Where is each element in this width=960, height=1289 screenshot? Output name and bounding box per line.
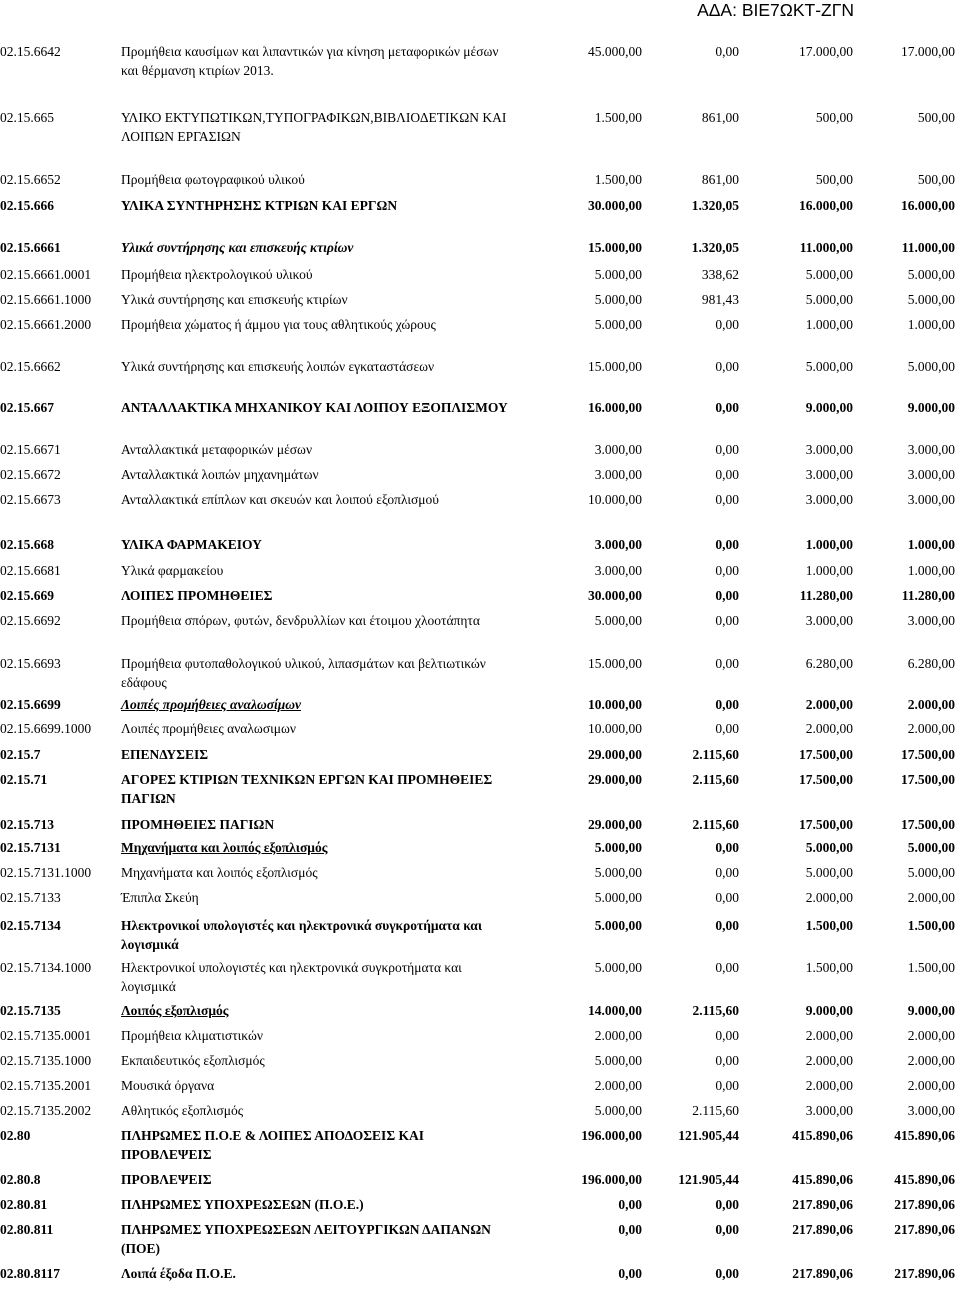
account-code: 02.15.6692 xyxy=(0,613,61,628)
amount-paid: 0,00 xyxy=(715,492,739,507)
account-description: Προμήθεια κλιματιστικών xyxy=(121,1028,263,1043)
amount-proposal: 3.000,00 xyxy=(805,492,853,507)
amount-budget: 29.000,00 xyxy=(588,747,642,762)
account-code: 02.15.6661.1000 xyxy=(0,292,92,307)
account-code: 02.15.666 xyxy=(0,198,54,213)
account-description: Μηχανήματα και λοιπός εξοπλισμός xyxy=(121,840,328,855)
amount-paid: 1.320,05 xyxy=(691,198,739,213)
amount-approved: 1.000,00 xyxy=(907,317,955,332)
amount-paid: 0,00 xyxy=(715,1222,739,1237)
account-description: ΥΛΙΚΑ ΦΑΡΜΑΚΕΙΟΥ xyxy=(121,537,262,552)
amount-proposal: 500,00 xyxy=(815,172,853,187)
account-description: ΥΛΙΚΟ ΕΚΤΥΠΩΤΙΚΩΝ,ΤΥΠΟΓΡΑΦΙΚΩΝ,ΒΙΒΛΙΟΔΕΤΙΚΩΝ ΚΑΙ ΛΟΙΠΩΝ ΕΡΓΑΣΙΩΝ xyxy=(121,110,507,144)
amount-paid: 338,62 xyxy=(701,267,739,282)
amount-proposal: 1.000,00 xyxy=(805,563,853,578)
amount-approved: 1.000,00 xyxy=(907,563,955,578)
account-description: ΠΡΟΒΛΕΨΕΙΣ xyxy=(121,1172,212,1187)
amount-budget: 15.000,00 xyxy=(588,656,642,671)
account-description: Προμήθεια ηλεκτρολογικού υλικού xyxy=(121,267,313,282)
amount-budget: 5.000,00 xyxy=(594,1053,642,1068)
account-code: 02.15.665 xyxy=(0,110,54,125)
amount-proposal: 17.500,00 xyxy=(799,772,853,787)
amount-budget: 10.000,00 xyxy=(588,721,642,736)
account-code: 02.15.6699 xyxy=(0,697,61,712)
account-description: Εκπαιδευτικός εξοπλισμός xyxy=(121,1053,265,1068)
amount-approved: 3.000,00 xyxy=(907,442,955,457)
amount-approved: 2.000,00 xyxy=(907,697,955,712)
account-code: 02.15.7131.1000 xyxy=(0,865,92,880)
account-description: Ανταλλακτικά επίπλων και σκευών και λοιπού εξοπλισμού xyxy=(121,492,439,507)
account-code: 02.15.71 xyxy=(0,772,48,787)
account-description: ΠΡΟΜΗΘΕΙΕΣ ΠΑΓΙΩΝ xyxy=(121,817,275,832)
account-description: Αθλητικός εξοπλισμός xyxy=(121,1103,244,1118)
account-code: 02.80.811 xyxy=(0,1222,54,1237)
amount-budget: 1.500,00 xyxy=(594,172,642,187)
amount-approved: 17.500,00 xyxy=(901,747,955,762)
account-description: Έπιπλα Σκεύη xyxy=(121,890,199,905)
account-description: Μουσικά όργανα xyxy=(121,1078,215,1093)
account-description: Λοιπές προμήθειες αναλωσιμων xyxy=(121,721,296,736)
amount-proposal: 2.000,00 xyxy=(805,1028,853,1043)
amount-approved: 5.000,00 xyxy=(907,292,955,307)
amount-paid: 0,00 xyxy=(715,1078,739,1093)
account-description: Υλικά συντήρησης και επισκευής λοιπών εγκαταστάσεων xyxy=(121,359,435,374)
amount-approved: 11.280,00 xyxy=(901,588,955,603)
amount-budget: 3.000,00 xyxy=(594,537,642,552)
amount-approved: 2.000,00 xyxy=(907,890,955,905)
amount-proposal: 5.000,00 xyxy=(805,267,853,282)
account-code: 02.15.7135.2001 xyxy=(0,1078,92,1093)
amount-paid: 0,00 xyxy=(715,960,739,975)
amount-paid: 2.115,60 xyxy=(692,747,739,762)
amount-paid: 0,00 xyxy=(715,1197,739,1212)
account-code: 02.15.7131 xyxy=(0,840,61,855)
amount-approved: 3.000,00 xyxy=(907,613,955,628)
amount-budget: 29.000,00 xyxy=(588,817,642,832)
account-code: 02.15.6642 xyxy=(0,44,61,59)
amount-proposal: 9.000,00 xyxy=(805,1003,853,1018)
amount-proposal: 500,00 xyxy=(815,110,853,125)
amount-approved: 1.500,00 xyxy=(907,960,955,975)
account-description: Λοιπά έξοδα Π.Ο.Ε. xyxy=(121,1266,236,1281)
account-code: 02.15.6662 xyxy=(0,359,61,374)
account-code: 02.15.6672 xyxy=(0,467,61,482)
amount-approved: 17.500,00 xyxy=(901,817,955,832)
account-code: 02.15.7135 xyxy=(0,1003,61,1018)
amount-paid: 0,00 xyxy=(715,44,739,59)
account-code: 02.15.7135.2002 xyxy=(0,1103,92,1118)
amount-budget: 2.000,00 xyxy=(594,1078,642,1093)
amount-approved: 3.000,00 xyxy=(907,467,955,482)
account-code: 02.15.6671 xyxy=(0,442,61,457)
amount-paid: 0,00 xyxy=(715,1028,739,1043)
amount-budget: 5.000,00 xyxy=(594,840,642,855)
amount-approved: 5.000,00 xyxy=(907,359,955,374)
amount-approved: 9.000,00 xyxy=(907,1003,955,1018)
account-code: 02.15.669 xyxy=(0,588,54,603)
account-description: ΕΠΕΝΔΥΣΕΙΣ xyxy=(121,747,209,762)
account-code: 02.15.668 xyxy=(0,537,54,552)
amount-approved: 6.280,00 xyxy=(907,656,955,671)
amount-budget: 3.000,00 xyxy=(594,467,642,482)
amount-proposal: 5.000,00 xyxy=(805,865,853,880)
amount-paid: 0,00 xyxy=(715,613,739,628)
account-code: 02.15.7134 xyxy=(0,918,61,933)
account-description: Υλικά φαρμακείου xyxy=(121,563,224,578)
amount-paid: 0,00 xyxy=(715,1266,739,1281)
amount-proposal: 217.890,06 xyxy=(792,1222,853,1237)
account-code: 02.80.8 xyxy=(0,1172,41,1187)
amount-paid: 861,00 xyxy=(701,110,739,125)
amount-proposal: 3.000,00 xyxy=(805,1103,853,1118)
amount-approved: 2.000,00 xyxy=(907,1028,955,1043)
amount-paid: 0,00 xyxy=(715,317,739,332)
amount-paid: 0,00 xyxy=(715,563,739,578)
amount-approved: 2.000,00 xyxy=(907,721,955,736)
account-description: ΛΟΙΠΕΣ ΠΡΟΜΗΘΕΙΕΣ xyxy=(121,588,273,603)
amount-paid: 861,00 xyxy=(701,172,739,187)
amount-budget: 2.000,00 xyxy=(594,1028,642,1043)
amount-proposal: 2.000,00 xyxy=(805,890,853,905)
amount-proposal: 16.000,00 xyxy=(799,198,853,213)
amount-approved: 9.000,00 xyxy=(907,400,955,415)
amount-proposal: 217.890,06 xyxy=(792,1197,853,1212)
amount-proposal: 17.500,00 xyxy=(799,747,853,762)
amount-approved: 5.000,00 xyxy=(907,840,955,855)
amount-proposal: 3.000,00 xyxy=(805,442,853,457)
account-description: ΑΝΤΑΛΛΑΚΤΙΚΑ ΜΗΧΑΝΙΚΟΥ ΚΑΙ ΛΟΙΠΟΥ ΕΞΟΠΛΙΣΜΟΥ xyxy=(121,400,508,415)
amount-budget: 45.000,00 xyxy=(588,44,642,59)
amount-budget: 5.000,00 xyxy=(594,267,642,282)
amount-proposal: 11.000,00 xyxy=(799,240,853,255)
amount-paid: 0,00 xyxy=(715,721,739,736)
account-code: 02.80 xyxy=(0,1128,31,1143)
account-code: 02.15.6661 xyxy=(0,240,61,255)
amount-proposal: 217.890,06 xyxy=(792,1266,853,1281)
amount-paid: 0,00 xyxy=(715,442,739,457)
account-description: Προμήθεια χώματος ή άμμου για τους αθλητικούς χώρους xyxy=(121,317,436,332)
amount-budget: 5.000,00 xyxy=(594,960,642,975)
account-code: 02.15.6652 xyxy=(0,172,61,187)
amount-proposal: 1.500,00 xyxy=(805,918,853,933)
amount-paid: 1.320,05 xyxy=(691,240,739,255)
account-code: 02.15.713 xyxy=(0,817,54,832)
amount-paid: 0,00 xyxy=(715,890,739,905)
amount-approved: 2.000,00 xyxy=(907,1053,955,1068)
account-code: 02.15.6673 xyxy=(0,492,61,507)
account-description: Ηλεκτρονικοί υπολογιστές και ηλεκτρονικά συγκροτήματα και λογισμικά xyxy=(121,960,462,994)
account-code: 02.80.8117 xyxy=(0,1266,61,1281)
account-description: ΠΛΗΡΩΜΕΣ ΥΠΟΧΡΕΩΣΕΩΝ (Π.Ο.Ε.) xyxy=(121,1197,364,1212)
account-code: 02.15.7133 xyxy=(0,890,61,905)
amount-approved: 415.890,06 xyxy=(894,1172,955,1187)
amount-paid: 0,00 xyxy=(715,697,739,712)
amount-paid: 0,00 xyxy=(715,359,739,374)
amount-budget: 10.000,00 xyxy=(588,492,642,507)
account-code: 02.15.667 xyxy=(0,400,54,415)
amount-budget: 0,00 xyxy=(618,1197,642,1212)
amount-budget: 5.000,00 xyxy=(594,1103,642,1118)
amount-proposal: 2.000,00 xyxy=(805,697,853,712)
amount-budget: 196.000,00 xyxy=(581,1128,642,1143)
account-description: Ανταλλακτικά μεταφορικών μέσων xyxy=(121,442,313,457)
amount-budget: 0,00 xyxy=(618,1266,642,1281)
amount-paid: 2.115,60 xyxy=(692,817,739,832)
amount-paid: 0,00 xyxy=(715,918,739,933)
amount-proposal: 2.000,00 xyxy=(805,721,853,736)
amount-approved: 1.000,00 xyxy=(907,537,955,552)
amount-approved: 217.890,06 xyxy=(894,1266,955,1281)
amount-budget: 1.500,00 xyxy=(594,110,642,125)
amount-proposal: 2.000,00 xyxy=(805,1053,853,1068)
account-description: ΥΛΙΚΑ ΣΥΝΤΗΡΗΣΗΣ ΚΤΡΙΩΝ ΚΑΙ ΕΡΓΩΝ xyxy=(121,198,398,213)
amount-proposal: 5.000,00 xyxy=(805,359,853,374)
amount-budget: 5.000,00 xyxy=(594,865,642,880)
amount-paid: 0,00 xyxy=(715,840,739,855)
account-description: Ηλεκτρονικοί υπολογιστές και ηλεκτρονικά συγκροτήματα και λογισμικά xyxy=(121,918,483,952)
account-description: Μηχανήματα και λοιπός εξοπλισμός xyxy=(121,865,318,880)
account-code: 02.15.6681 xyxy=(0,563,61,578)
amount-paid: 0,00 xyxy=(715,865,739,880)
account-code: 02.15.6661.0001 xyxy=(0,267,92,282)
amount-budget: 15.000,00 xyxy=(588,359,642,374)
amount-budget: 196.000,00 xyxy=(581,1172,642,1187)
amount-approved: 5.000,00 xyxy=(907,267,955,282)
amount-paid: 0,00 xyxy=(715,400,739,415)
account-code: 02.80.81 xyxy=(0,1197,48,1212)
amount-paid: 2.115,60 xyxy=(692,772,739,787)
amount-proposal: 1.000,00 xyxy=(805,537,853,552)
amount-approved: 17.500,00 xyxy=(901,772,955,787)
amount-approved: 2.000,00 xyxy=(907,1078,955,1093)
amount-proposal: 3.000,00 xyxy=(805,467,853,482)
ada-header: ΑΔΑ: ΒΙΕ7ΩΚΤ-ΖΓΝ xyxy=(697,0,854,20)
account-description: Προμήθεια σπόρων, φυτών, δενδρυλλίων και έτοιμου χλοοτάπητα xyxy=(121,613,480,628)
amount-proposal: 5.000,00 xyxy=(805,292,853,307)
amount-proposal: 415.890,06 xyxy=(792,1128,853,1143)
amount-approved: 11.000,00 xyxy=(901,240,955,255)
amount-paid: 0,00 xyxy=(715,588,739,603)
amount-proposal: 3.000,00 xyxy=(805,613,853,628)
amount-proposal: 1.000,00 xyxy=(805,317,853,332)
account-description: Λοιπός εξοπλισμός xyxy=(121,1003,229,1018)
amount-proposal: 17.000,00 xyxy=(799,44,853,59)
account-code: 02.15.7135.1000 xyxy=(0,1053,92,1068)
amount-budget: 3.000,00 xyxy=(594,563,642,578)
account-description: ΠΛΗΡΩΜΕΣ ΥΠΟΧΡΕΩΣΕΩΝ ΛΕΙΤΟΥΡΓΙΚΩΝ ΔΑΠΑΝΩΝ (ΠΟΕ) xyxy=(121,1222,491,1256)
amount-proposal: 11.280,00 xyxy=(799,588,853,603)
amount-paid: 0,00 xyxy=(715,467,739,482)
amount-approved: 217.890,06 xyxy=(894,1197,955,1212)
amount-paid: 121.905,44 xyxy=(678,1128,739,1143)
account-description: ΑΓΟΡΕΣ ΚΤΙΡΙΩΝ ΤΕΧΝΙΚΩΝ ΕΡΓΩΝ ΚΑΙ ΠΡΟΜΗΘΕΙΕΣ ΠΑΓΙΩΝ xyxy=(121,772,493,806)
amount-approved: 16.000,00 xyxy=(901,198,955,213)
amount-paid: 981,43 xyxy=(701,292,739,307)
account-description: Υλικά συντήρησης και επισκευής κτιρίων xyxy=(121,292,348,307)
amount-proposal: 9.000,00 xyxy=(805,400,853,415)
account-code: 02.15.6693 xyxy=(0,656,61,671)
amount-proposal: 415.890,06 xyxy=(792,1172,853,1187)
amount-paid: 2.115,60 xyxy=(692,1003,739,1018)
amount-budget: 15.000,00 xyxy=(588,240,642,255)
amount-approved: 500,00 xyxy=(917,110,955,125)
amount-budget: 5.000,00 xyxy=(594,317,642,332)
amount-budget: 16.000,00 xyxy=(588,400,642,415)
account-description: Προμήθεια φυτοπαθολογικού υλικού, λιπασμάτων και βελτιωτικών εδάφους xyxy=(121,656,486,690)
amount-budget: 30.000,00 xyxy=(588,588,642,603)
amount-proposal: 1.500,00 xyxy=(805,960,853,975)
account-description: Υλικά συντήρησης και επισκευής κτιρίων xyxy=(121,240,354,255)
amount-proposal: 5.000,00 xyxy=(805,840,853,855)
amount-budget: 5.000,00 xyxy=(594,613,642,628)
amount-budget: 5.000,00 xyxy=(594,890,642,905)
amount-paid: 121.905,44 xyxy=(678,1172,739,1187)
account-code: 02.15.6699.1000 xyxy=(0,721,92,736)
account-code: 02.15.7134.1000 xyxy=(0,960,92,975)
account-description: Προμήθεια καυσίμων και λιπαντικών για κίνηση μεταφορικών μέσων και θέρμανση κτιρίων 2013. xyxy=(121,44,499,78)
amount-paid: 2.115,60 xyxy=(692,1103,739,1118)
amount-budget: 5.000,00 xyxy=(594,918,642,933)
account-description: Προμήθεια φωτογραφικού υλικού xyxy=(121,172,305,187)
amount-proposal: 2.000,00 xyxy=(805,1078,853,1093)
amount-budget: 30.000,00 xyxy=(588,198,642,213)
account-description: Ανταλλακτικά λοιπών μηχανημάτων xyxy=(121,467,319,482)
amount-budget: 29.000,00 xyxy=(588,772,642,787)
account-description: Λοιπές προμήθειες αναλωσίμων xyxy=(121,697,301,712)
amount-proposal: 6.280,00 xyxy=(805,656,853,671)
amount-paid: 0,00 xyxy=(715,537,739,552)
amount-proposal: 17.500,00 xyxy=(799,817,853,832)
amount-approved: 17.000,00 xyxy=(901,44,955,59)
amount-approved: 415.890,06 xyxy=(894,1128,955,1143)
amount-approved: 217.890,06 xyxy=(894,1222,955,1237)
account-code: 02.15.7135.0001 xyxy=(0,1028,92,1043)
amount-approved: 500,00 xyxy=(917,172,955,187)
account-code: 02.15.7 xyxy=(0,747,41,762)
amount-paid: 0,00 xyxy=(715,1053,739,1068)
amount-approved: 3.000,00 xyxy=(907,1103,955,1118)
account-description: ΠΛΗΡΩΜΕΣ Π.Ο.Ε & ΛΟΙΠΕΣ ΑΠΟΔΟΣΕΙΣ ΚΑΙ ΠΡΟΒΛΕΨΕΙΣ xyxy=(121,1128,425,1162)
amount-budget: 5.000,00 xyxy=(594,292,642,307)
amount-approved: 5.000,00 xyxy=(907,865,955,880)
amount-budget: 14.000,00 xyxy=(588,1003,642,1018)
amount-paid: 0,00 xyxy=(715,656,739,671)
account-code: 02.15.6661.2000 xyxy=(0,317,92,332)
amount-approved: 1.500,00 xyxy=(907,918,955,933)
amount-budget: 0,00 xyxy=(618,1222,642,1237)
amount-budget: 3.000,00 xyxy=(594,442,642,457)
amount-approved: 3.000,00 xyxy=(907,492,955,507)
amount-budget: 10.000,00 xyxy=(588,697,642,712)
